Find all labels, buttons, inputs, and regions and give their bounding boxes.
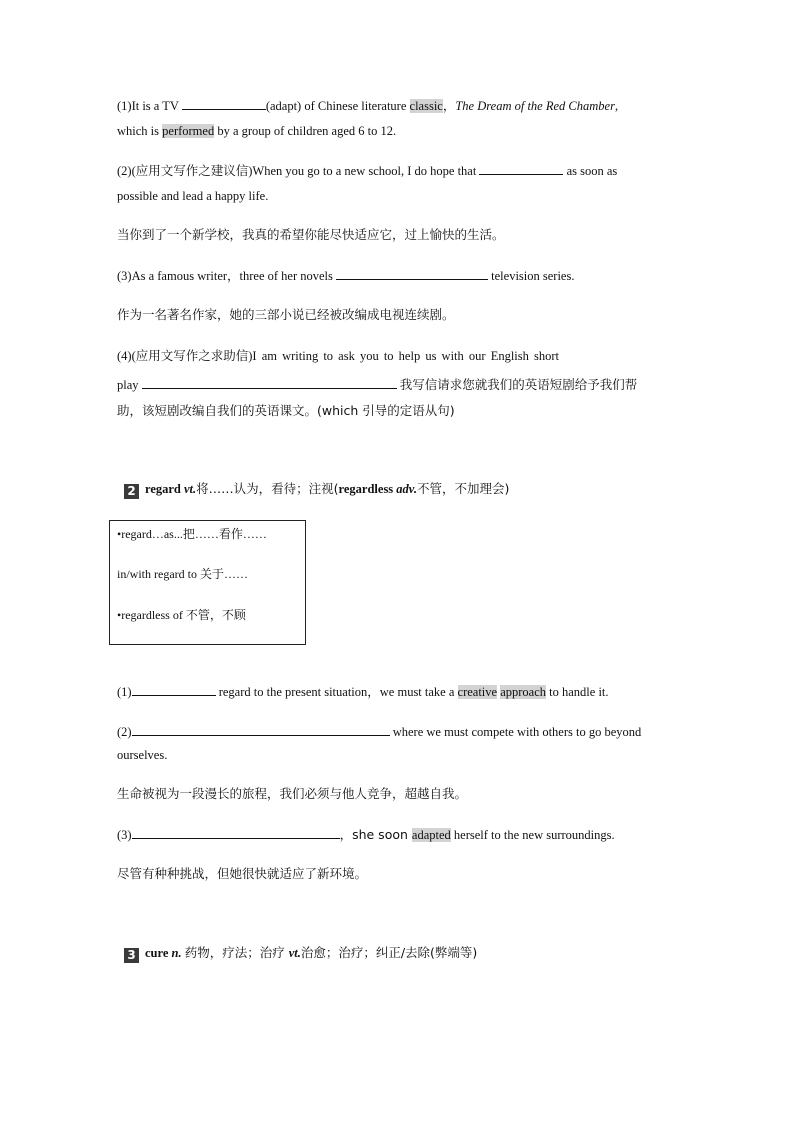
s1-q4-line2: play 我写信请求您就我们的英语短剧给予我们帮 [117, 377, 638, 392]
usage-box [109, 520, 306, 645]
usage-item: •regard…as...把……看作…… [117, 527, 267, 541]
s1-q2-line1: (2)(应用文写作之建议信)When you go to a new school, I do hope that as soon as [117, 164, 618, 178]
s2-q2-cn: 生命被视为一段漫长的旅程，我们必须与他人竞争，超越自我。 [117, 786, 468, 801]
section3-heading: 3 cure n. 药物，疗法；治疗 vt.治愈；治疗；纠正/去除(弊端等) [124, 945, 477, 963]
usage-item: in/with regard to 关于…… [117, 567, 248, 581]
answer-blank[interactable] [182, 97, 266, 110]
section2-heading: 2 regard vt.将……认为，看待；注视(regardless adv.不管，不加理会) [124, 481, 509, 499]
s2-q2-line2: ourselves. [117, 748, 168, 762]
usage-item: •regardless of 不管，不顾 [117, 608, 246, 622]
highlight-performed: performed [162, 124, 215, 138]
s2-q3-cn: 尽管有种种挑战，但她很快就适应了新环境。 [117, 866, 368, 881]
answer-blank[interactable] [142, 376, 397, 389]
answer-blank[interactable] [479, 162, 563, 175]
s1-q3-line1: (3)As a famous writer，three of her novels television series. [117, 269, 575, 283]
highlight-approach: approach [500, 685, 547, 699]
answer-blank[interactable] [132, 826, 340, 839]
s1-q3-cn: 作为一名著名作家，她的三部小说已经被改编成电视连续剧。 [117, 307, 455, 322]
s2-q2-line1: (2) where we must compete with others to go beyond [117, 725, 642, 739]
s1-q1-line1: (1)It is a TV (adapt) of Chinese literature classic，The Dream of the Red Chamber, [117, 98, 619, 113]
s1-q4-line1: (4)(应用文写作之求助信)I am writing to ask you to help us with our English short [117, 349, 560, 363]
s1-q4-line3: 助，该短剧改编自我们的英语课文。(which 引导的定语从句) [117, 403, 455, 418]
answer-blank[interactable] [336, 267, 488, 280]
answer-blank[interactable] [132, 683, 216, 696]
section-number-badge: 2 [124, 484, 139, 499]
highlight-creative: creative [457, 685, 498, 699]
book-title: The Dream of the Red Chamber [455, 99, 615, 113]
answer-blank[interactable] [132, 723, 390, 736]
highlight-classic: classic [409, 99, 443, 113]
highlight-adapted: adapted [411, 828, 451, 842]
s1-q2-line2: possible and lead a happy life. [117, 189, 269, 203]
s1-q1-line2: which is performed by a group of children aged 6 to 12. [117, 124, 397, 138]
section-number-badge: 3 [124, 948, 139, 963]
s2-q3-line1: (3) ，she soon adapted herself to the new surroundings. [117, 827, 615, 842]
s1-q2-cn: 当你到了一个新学校，我真的希望你能尽快适应它，过上愉快的生活。 [117, 227, 505, 242]
s2-q1-line1: (1) regard to the present situation，we must take a creative approach to handle it. [117, 685, 609, 699]
